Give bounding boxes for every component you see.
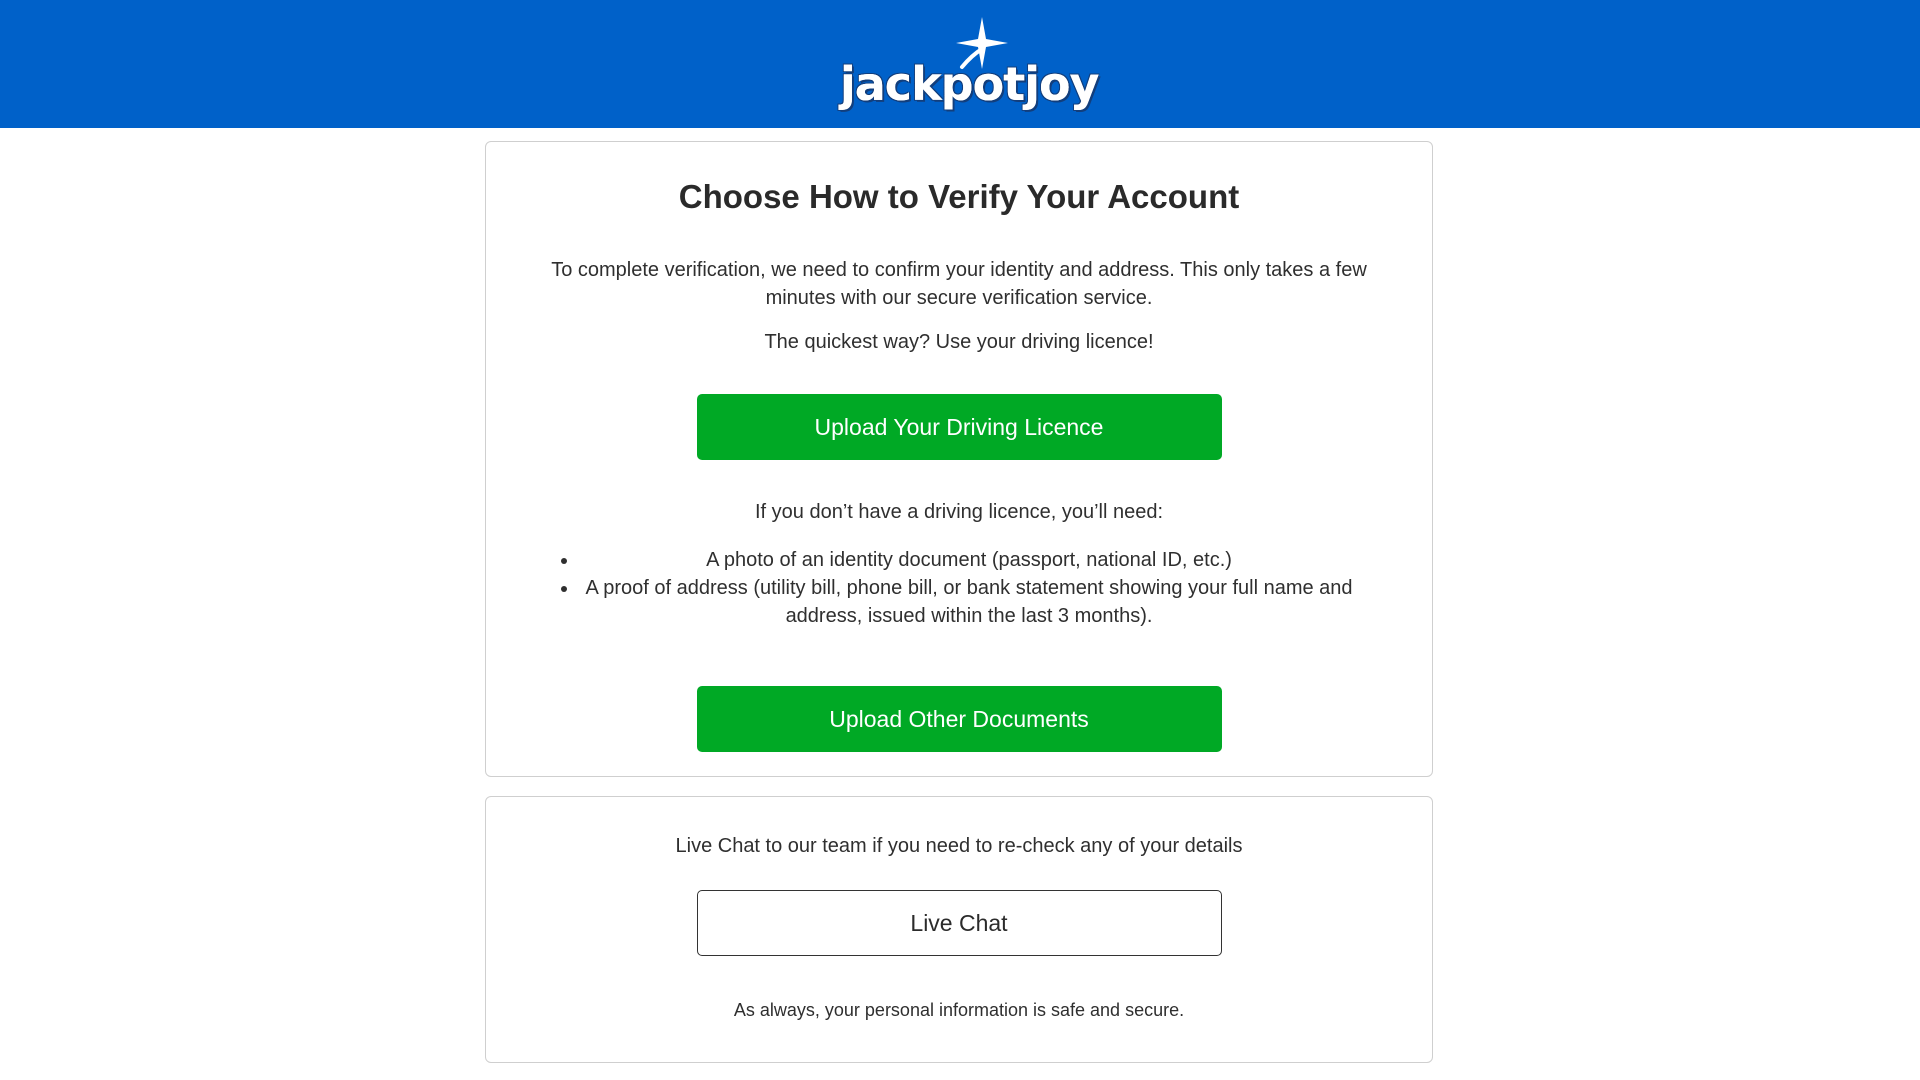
logo-wordmark: jackpotjoy	[840, 57, 1099, 111]
upload-other-documents-button[interactable]: Upload Other Documents	[697, 686, 1222, 752]
support-card	[485, 796, 1433, 1063]
live-chat-button[interactable]: Live Chat	[697, 890, 1222, 956]
header-bar	[0, 0, 1920, 128]
upload-driving-licence-button[interactable]: Upload Your Driving Licence	[697, 394, 1222, 460]
list-item: • A photo of an identity document (passport, national ID, etc.)	[579, 546, 1359, 574]
live-chat-prompt: Live Chat to our team if you need to re-check any of your details	[675, 835, 1243, 857]
intro-text: To complete verification, we need to confirm your identity and address. This only takes a few minutes with our secure verification service.	[551, 259, 1367, 309]
list-item: • A proof of address (utility bill, phone bill, or bank statement showing your full name and address, issued within the last 3 months).	[579, 574, 1359, 630]
quickest-text: The quickest way? Use your driving licence!	[764, 331, 1154, 353]
verify-card	[485, 141, 1433, 777]
jackpotjoy-logo[interactable]	[840, 9, 1099, 119]
security-note: As always, your personal information is safe and secure.	[733, 1000, 1185, 1020]
no-licence-text: If you don’t have a driving licence, you’ll need:	[754, 501, 1164, 523]
requirements-list	[559, 546, 1359, 630]
page-title: Choose How to Verify Your Account	[678, 178, 1240, 215]
